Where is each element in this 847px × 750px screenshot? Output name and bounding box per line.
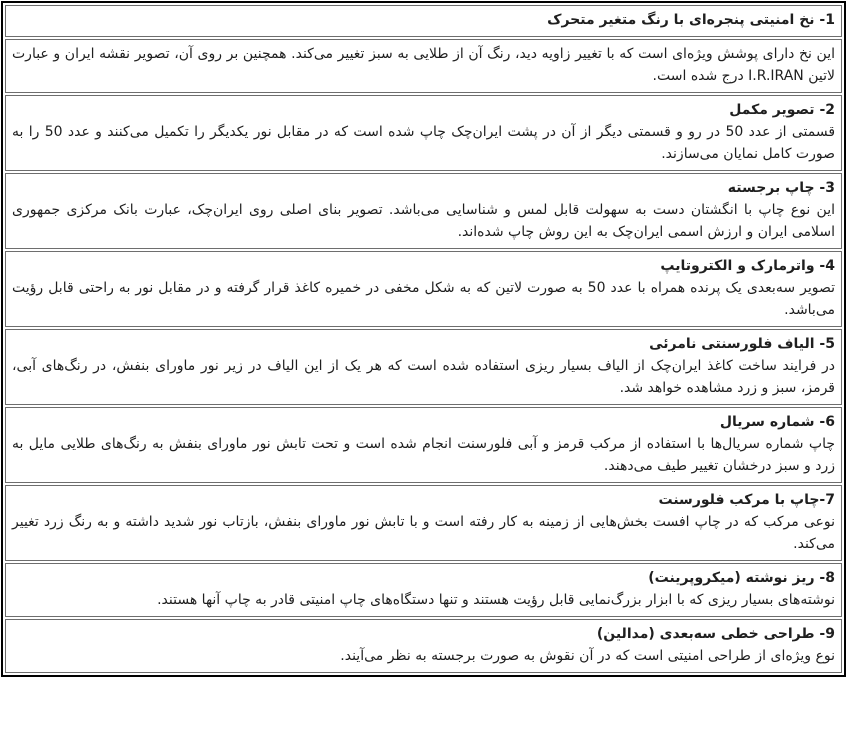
section-cell xyxy=(5,485,842,561)
section-row xyxy=(5,173,842,249)
section-title: 3- چاپ برجسته xyxy=(727,180,835,196)
section-cell xyxy=(5,173,842,249)
section-body-text: نوع ویژه‌ای از طراحی امنیتی است که در آن نقوش به صورت برجسته به نظر می‌آیند. xyxy=(340,648,835,664)
section-row xyxy=(5,251,842,327)
section-cell xyxy=(5,407,842,483)
section-title: 8- ریز نوشته (میکروپرینت) xyxy=(648,570,835,586)
section-row xyxy=(5,485,842,561)
document-table xyxy=(1,1,846,677)
section-row xyxy=(5,95,842,171)
section-title-row xyxy=(5,5,842,37)
section-row xyxy=(5,407,842,483)
section-body-text: قسمتی از عدد 50 در رو و قسمتی دیگر از آن در پشت ایران‌چک چاپ شده است که در مقابل نور یکدیگر را تکمیل می‌کنند و عدد 50 را به صورت کامل نمایان می‌سازند. xyxy=(12,124,836,162)
section-row xyxy=(5,329,842,405)
section-row xyxy=(5,563,842,617)
section-cell xyxy=(5,563,842,617)
section-cell xyxy=(5,329,842,405)
section-body-text: این نخ دارای پوشش ویژه‌ای است که با تغییر زاویه دید، رنگ آن از طلایی به سبز تغییر می‌کند. همچنین بر روی آن، تصویر نقشه ایران و عبارت لاتین I.R.IRAN درج شده است. xyxy=(12,46,835,84)
section-title: 4- واترمارک و الکتروتایپ xyxy=(660,258,835,274)
section-body-cell xyxy=(5,39,842,93)
document-table-body xyxy=(5,5,842,673)
section-body-text: این نوع چاپ با انگشتان دست به سهولت قابل لمس و شناسایی می‌باشد. تصویر بنای اصلی روی ایران‌چک، عبارت بانک مرکزی جمهوری اسلامی ایران و ارزش اسمی ایران‌چک به این روش چاپ شده‌اند. xyxy=(12,202,835,240)
section-body-text: در فرایند ساخت کاغذ ایران‌چک از الیاف بسیار ریزی استفاده شده است که هر یک از این الیاف در زیر نور ماورای بنفش، در رنگ‌های آبی، قرمز، سبز و زرد مشاهده خواهد شد. xyxy=(12,358,835,396)
section-cell xyxy=(5,619,842,673)
section-cell xyxy=(5,251,842,327)
section-body-text: چاپ شماره سریال‌ها با استفاده از مرکب قرمز و آبی فلورسنت انجام شده است و تحت تابش نور ماورای بنفش به رنگ‌های طلایی مایل به زرد و سبز درخشان تغییر طیف می‌دهند. xyxy=(12,436,835,474)
section-cell xyxy=(5,95,842,171)
section-title: 1- نخ امنیتی پنجره‌ای با رنگ متغیر متحرک xyxy=(547,12,835,28)
section-title: 6- شماره سریال xyxy=(719,414,835,430)
section-title: 7-چاپ با مرکب فلورسنت xyxy=(658,492,835,508)
section-body-row xyxy=(5,39,842,93)
section-title-cell xyxy=(5,5,842,37)
section-title: 5- الیاف فلورسنتی نامرئی xyxy=(649,336,835,352)
section-title: 9- طراحی خطی سه‌بعدی (مدالین) xyxy=(596,626,835,642)
section-row xyxy=(5,619,842,673)
section-body-text: نوشته‌های بسیار ریزی که با ابزار بزرگ‌نمایی قابل رؤیت هستند و تنها دستگاه‌های چاپ امنیتی قادر به چاپ آنها هستند. xyxy=(157,592,835,608)
section-body-text: نوعی مرکب که در چاپ افست بخش‌هایی از زمینه به کار رفته است و با تابش نور ماورای بنفش، بازتاب نور شدید داشته و به رنگ زرد تغییر می‌کند. xyxy=(12,514,835,552)
section-title: 2- تصویر مکمل xyxy=(729,102,835,118)
section-body-text: تصویر سه‌بعدی یک پرنده همراه با عدد 50 به صورت لاتین که به شکل مخفی در خمیره کاغذ قرار گرفته و در مقابل نور به راحتی قابل رؤیت می‌باشد. xyxy=(12,280,835,318)
